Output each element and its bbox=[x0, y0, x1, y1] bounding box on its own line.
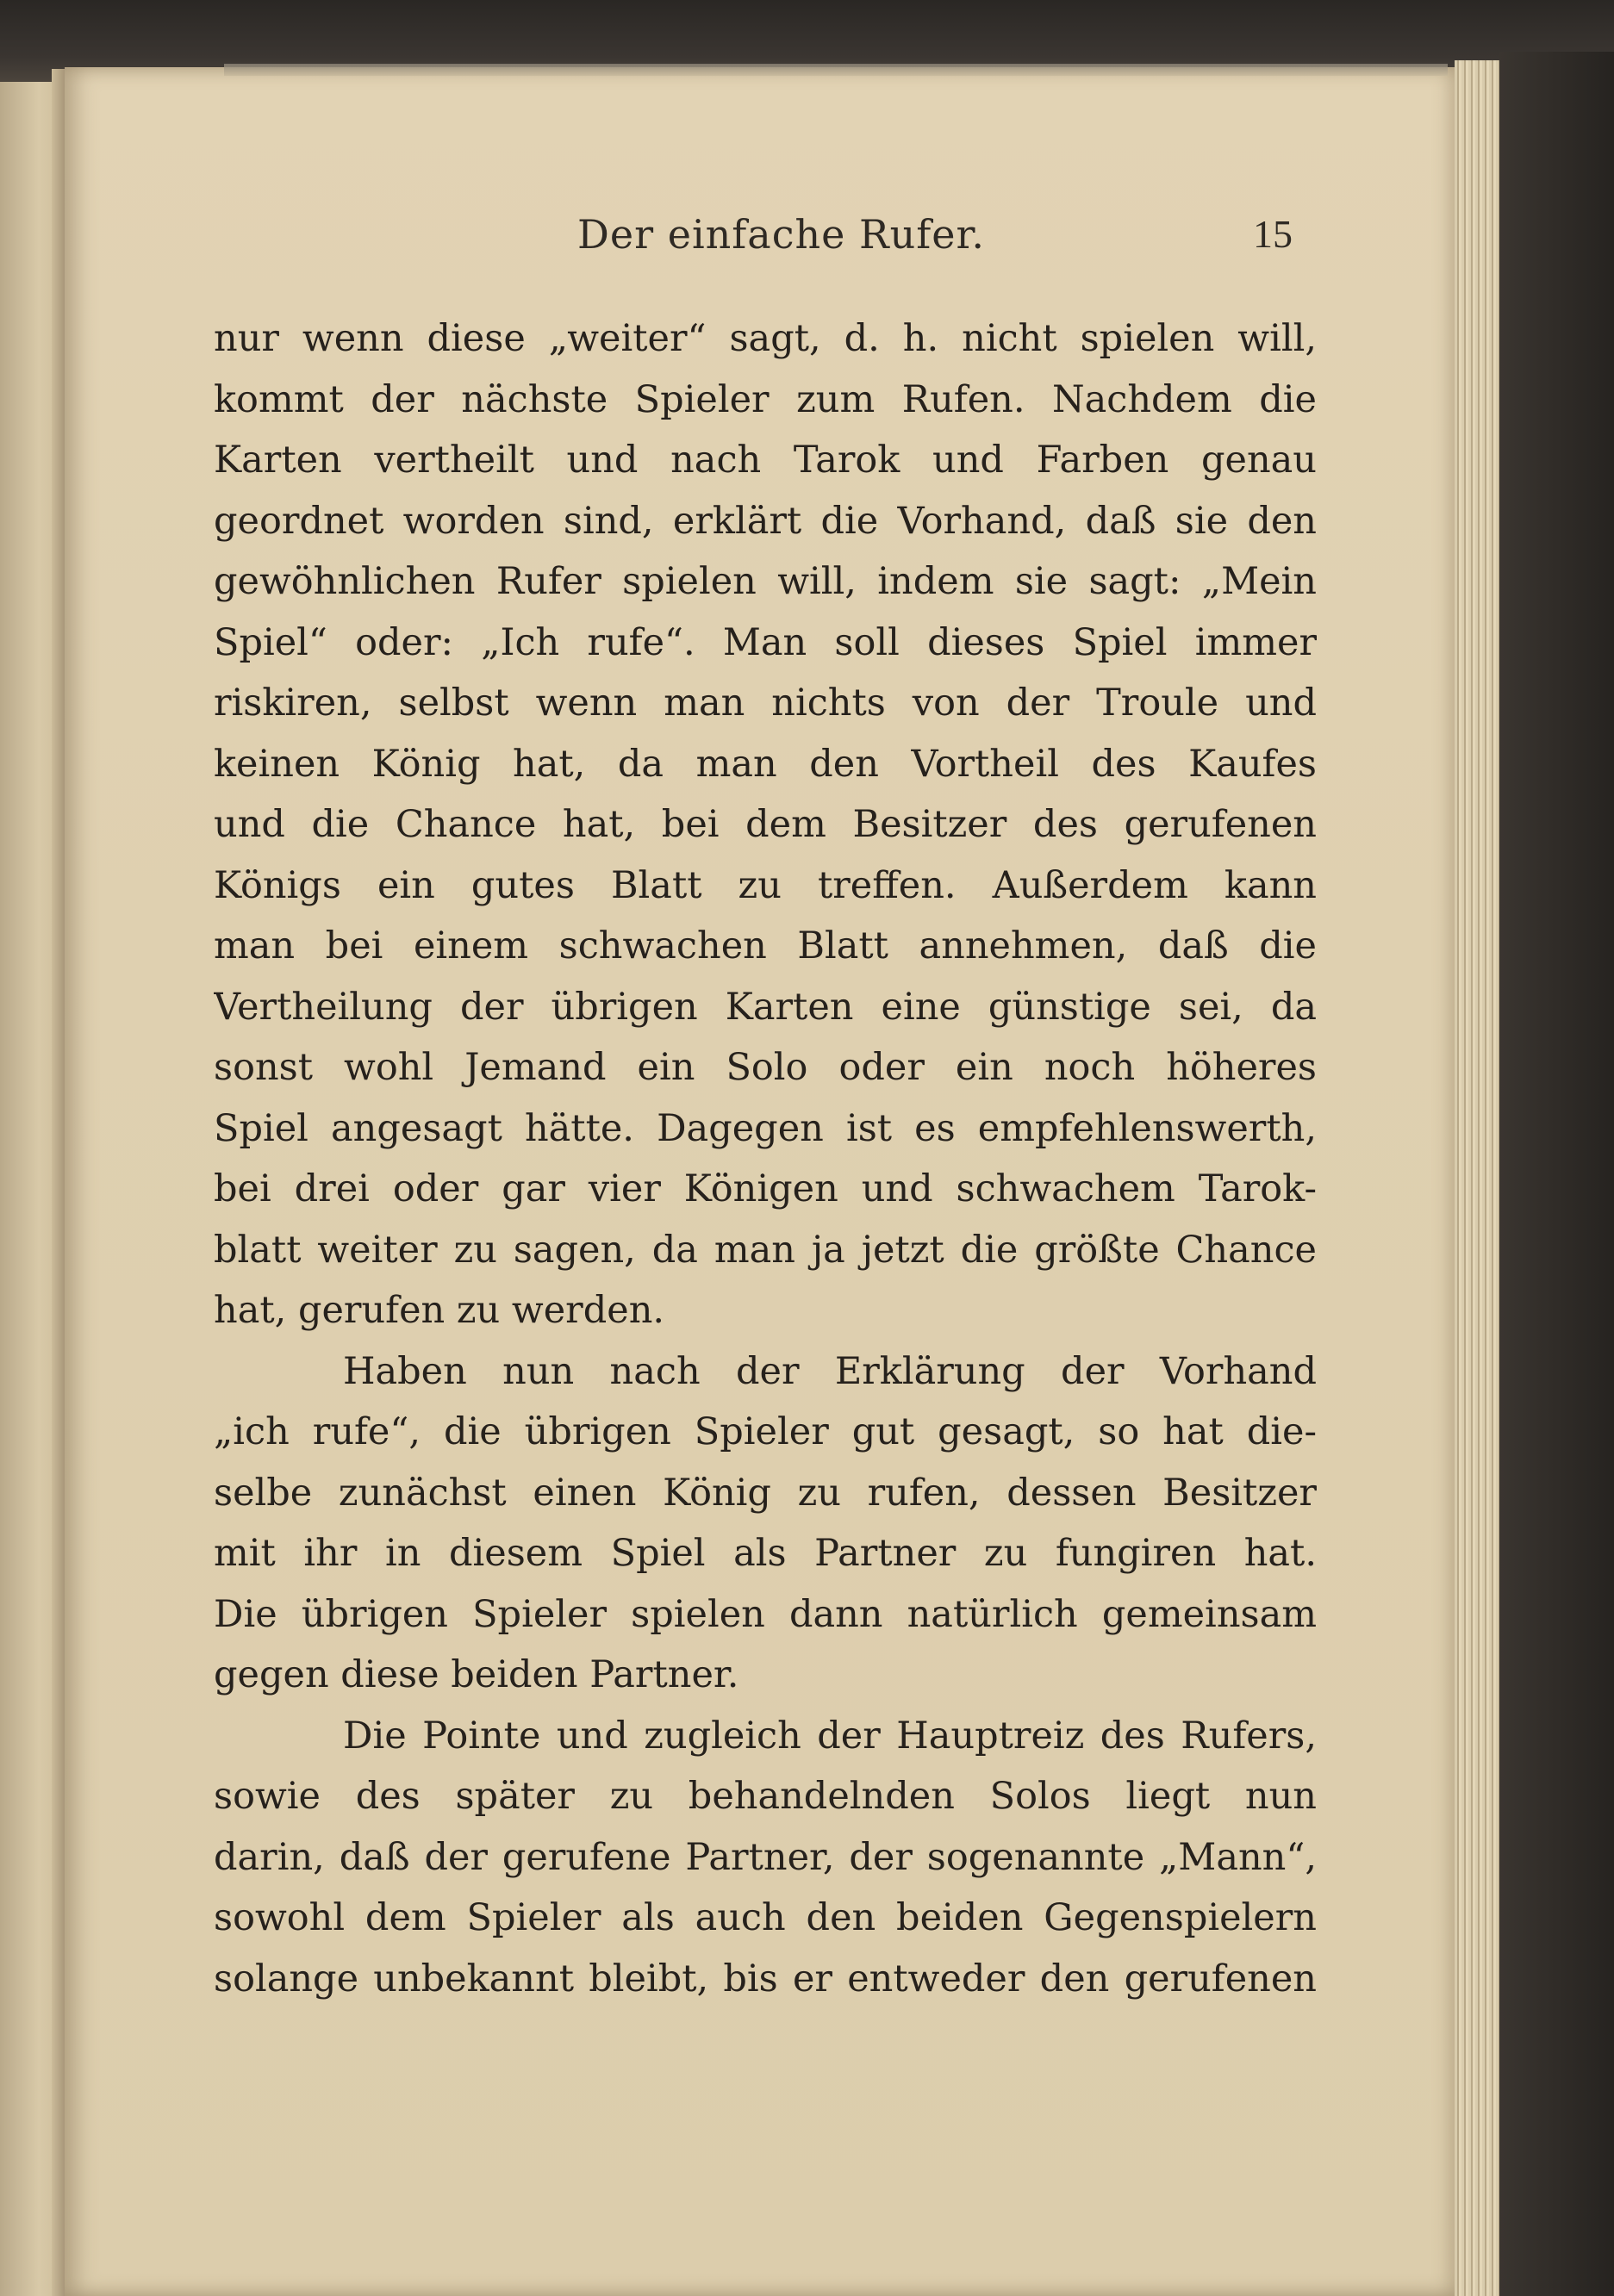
text-line: gewöhnlichen Rufer spielen will, indem sie sagt: „Mein bbox=[214, 560, 1317, 603]
text-line: „ich rufe“, die übrigen Spieler gut gesagt, so hat die- bbox=[214, 1410, 1317, 1453]
text-line: gegen diese beiden Partner. bbox=[214, 1653, 739, 1696]
text-line: solange unbekannt bleibt, bis er entweder den gerufenen bbox=[214, 1957, 1317, 2000]
text-line: man bei einem schwachen Blatt annehmen, daß die bbox=[214, 924, 1317, 968]
text-line: selbe zunächst einen König zu rufen, dessen Besitzer bbox=[214, 1471, 1317, 1515]
text-line: nur wenn diese „weiter“ sagt, d. h. nicht spielen will, bbox=[214, 317, 1317, 360]
text-line: Spiel angesagt hätte. Dagegen ist es empfehlenswerth, bbox=[214, 1106, 1317, 1150]
text-line: Haben nun nach der Erklärung der Vorhand bbox=[343, 1349, 1317, 1393]
text-line: Die Pointe und zugleich der Hauptreiz des Rufers, bbox=[343, 1714, 1317, 1758]
running-head: Der einfache Rufer. bbox=[577, 211, 986, 258]
text-line: hat, gerufen zu werden. bbox=[214, 1289, 665, 1332]
text-line: riskiren, selbst wenn man nichts von der Troule und bbox=[214, 681, 1317, 725]
text-line: und die Chance hat, bei dem Besitzer des gerufenen bbox=[214, 803, 1317, 846]
text-line: bei drei oder gar vier Königen und schwachem Tarok- bbox=[214, 1167, 1317, 1210]
page-header bbox=[233, 211, 1293, 271]
text-line: darin, daß der gerufene Partner, der sogenannte „Mann“, bbox=[214, 1835, 1317, 1879]
text-line: keinen König hat, da man den Vortheil des Kaufes bbox=[214, 742, 1317, 786]
text-line: sowie des später zu behandelnden Solos liegt nun bbox=[214, 1775, 1317, 1818]
text-line: kommt der nächste Spieler zum Rufen. Nachdem die bbox=[214, 377, 1317, 421]
page-top-edge bbox=[224, 64, 1448, 76]
text-line: sowohl dem Spieler als auch den beiden Gegenspielern bbox=[214, 1896, 1317, 1939]
text-line: Spiel“ oder: „Ich rufe“. Man soll dieses Spiel immer bbox=[214, 620, 1317, 664]
text-line: blatt weiter zu sagen, da man ja jetzt die größte Chance bbox=[214, 1228, 1317, 1272]
book-cover-right bbox=[1499, 52, 1614, 2296]
body-text bbox=[214, 308, 1317, 2009]
text-line: Königs ein gutes Blatt zu treffen. Außerdem kann bbox=[214, 863, 1317, 907]
text-line: geordnet worden sind, erklärt die Vorhand, daß sie den bbox=[214, 499, 1317, 543]
text-line: Vertheilung der übrigen Karten eine günstige sei, da bbox=[214, 985, 1317, 1029]
page-stack-edges bbox=[1455, 60, 1499, 2296]
text-line: sonst wohl Jemand ein Solo oder ein noch höheres bbox=[214, 1046, 1317, 1089]
text-line: mit ihr in diesem Spiel als Partner zu fungiren hat. bbox=[214, 1532, 1317, 1575]
text-line: Karten vertheilt und nach Tarok und Farben genau bbox=[214, 439, 1317, 482]
text-line: Die übrigen Spieler spielen dann natürlich gemeinsam bbox=[214, 1592, 1317, 1636]
page-number: 15 bbox=[1253, 212, 1293, 256]
